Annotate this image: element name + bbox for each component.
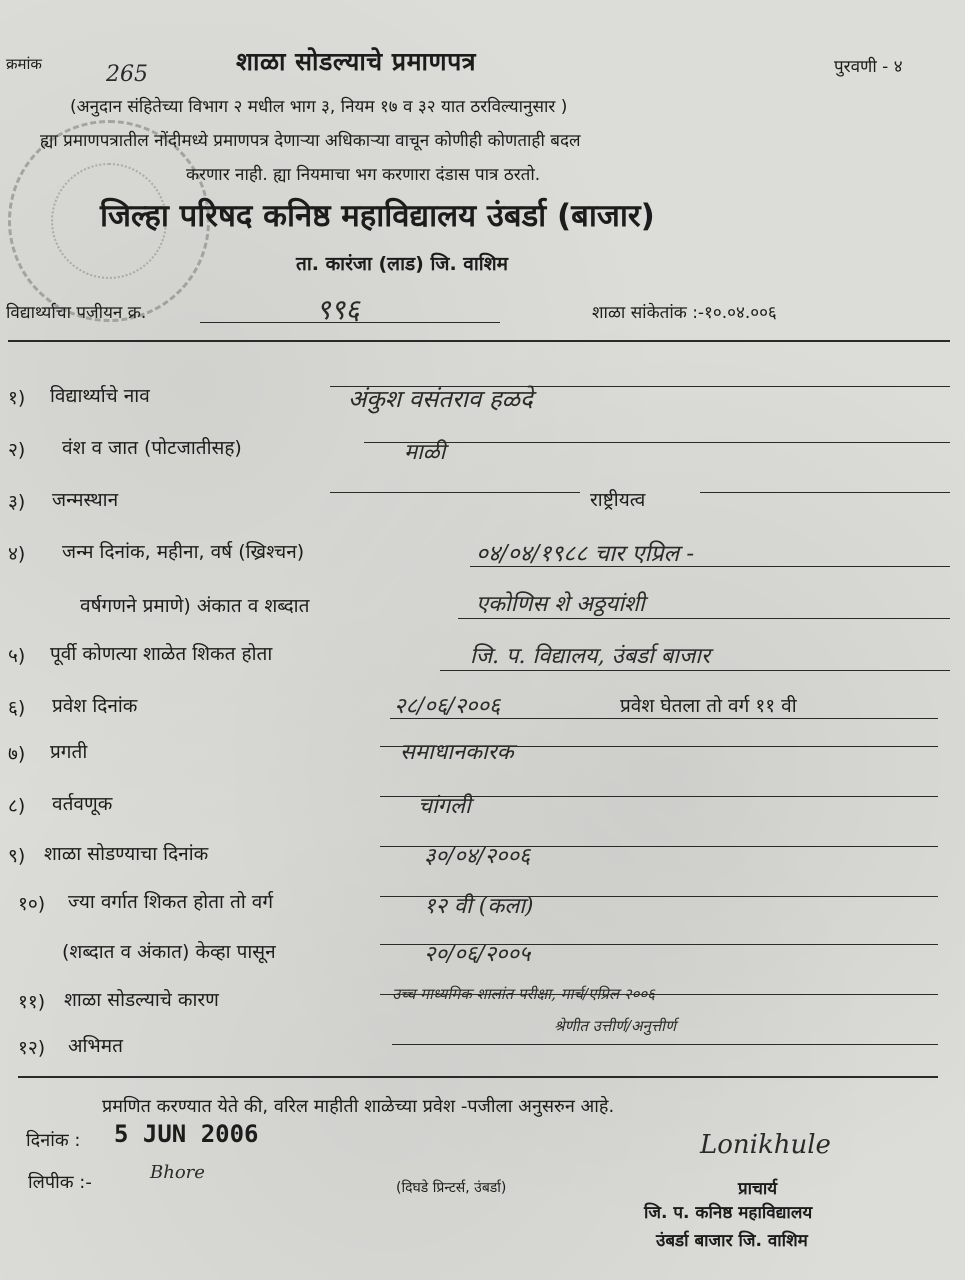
class-value: १२ वी (कला)	[424, 894, 534, 919]
field-number: १)	[8, 387, 26, 409]
printer-credit: (दिघडे प्रिन्टर्स, उंबर्डा)	[396, 1180, 507, 1196]
field-number: ५)	[8, 645, 26, 667]
leaving-reason-label: शाळा सोडल्याचे कारण	[64, 989, 219, 1011]
student-name-value: अंकुश वसंतराव हळदे	[348, 385, 533, 413]
school-name: जिल्हा परिषद कनिष्ठ महाविद्यालय उंबर्डा (बाजार)	[100, 198, 655, 234]
seal-line-1: जि. प. कनिष्ठ महाविद्यालय	[644, 1203, 813, 1223]
admission-class-label: प्रवेश घेतला तो वर्ग ११ वी	[620, 695, 797, 717]
document-title: शाळा सोडल्याचे प्रमाणपत्र	[236, 47, 477, 76]
clerk-signature: Bhore	[150, 1162, 205, 1183]
field-number: ७)	[8, 743, 26, 765]
class-since-value: २०/०६/२००५	[424, 942, 531, 967]
remarks-label: अभिमत	[68, 1035, 123, 1057]
field-underline	[330, 386, 950, 387]
dob-words-value: एकोणिस शे अठ्ठयांशी	[476, 592, 645, 617]
rule-reference: (अनुदान संहितेच्या विभाग २ मधील भाग ३, नियम १७ व ३२ यात ठरविल्यानुसार )	[70, 97, 568, 117]
admission-date-value: २८/०६/२००६	[394, 694, 501, 719]
class-label: ज्या वर्गात शिकत होता तो वर्ग	[68, 891, 274, 913]
warning-line-2: करणार नाही. ह्या नियमाचा भग करणारा दंडास पात्र ठरतो.	[186, 165, 541, 185]
principal-signature: Lonikhule	[700, 1130, 831, 1160]
registration-value: ९९६	[316, 293, 360, 326]
field-number: ८)	[8, 795, 26, 817]
caste-value: माळी	[404, 440, 446, 465]
field-underline	[470, 566, 950, 567]
admission-date-label: प्रवेश दिनांक	[52, 695, 138, 717]
conduct-value: चांगली	[418, 794, 471, 819]
field-number: ९)	[8, 845, 26, 867]
field-underline	[458, 618, 950, 619]
field-number: ११)	[18, 991, 46, 1013]
field-underline	[330, 492, 580, 493]
field-number: ६)	[8, 697, 26, 719]
field-underline	[380, 796, 938, 797]
seal-line-2: उंबर्डा बाजार जि. वाशिम	[656, 1231, 808, 1251]
field-number: १२)	[18, 1037, 46, 1059]
date-stamp: 5 JUN 2006	[114, 1120, 259, 1148]
conduct-label: वर्तवणूक	[52, 793, 113, 815]
leaving-result-value: श्रेणीत उत्तीर्ण/अनुत्तीर्ण	[554, 1017, 676, 1035]
leaving-date-label: शाळा सोडण्याचा दिनांक	[44, 843, 209, 865]
principal-title: प्राचार्य	[738, 1179, 778, 1199]
field-number: ४)	[8, 543, 26, 565]
school-location: ता. कारंजा (लाड) जि. वाशिम	[296, 253, 508, 275]
field-underline	[380, 846, 938, 847]
warning-line-1: ह्या प्रमाणपत्रातील नोंदीमध्ये प्रमाणपत्र देणाऱ्या अधिकाऱ्या वाचून कोणीही कोणताही बदल	[40, 131, 581, 151]
school-code: शाळा सांकेतांक :-१०.०४.००६	[592, 303, 777, 323]
field-number: ३)	[8, 491, 26, 513]
progress-value: समाधानकारक	[400, 740, 514, 765]
footer-divider	[18, 1076, 938, 1078]
nationality-label: राष्ट्रीयत्व	[590, 489, 646, 511]
field-underline	[380, 746, 938, 747]
leaving-date-value: ३०/०४/२००६	[424, 844, 531, 869]
field-underline	[364, 442, 950, 443]
birthplace-label: जन्मस्थान	[52, 489, 119, 511]
field-number: १०)	[18, 893, 46, 915]
class-since-label: (शब्दात व अंकात) केव्हा पासून	[62, 941, 276, 963]
header-divider	[8, 340, 950, 342]
dob-label: जन्म दिनांक, महीना, वर्ष (ख्रिश्चन)	[62, 541, 305, 563]
clerk-label: लिपीक :-	[28, 1172, 92, 1193]
field-underline	[380, 896, 938, 897]
field-underline	[380, 994, 938, 995]
serial-number: 265	[106, 62, 148, 87]
certification-text: प्रमणित करण्यात येते की, वरिल माहीती शाळेच्या प्रवेश -पजीला अनुसरुन आहे.	[102, 1096, 615, 1117]
serial-label: क्रमांक	[6, 55, 42, 73]
annex-label: पुरवणी - ४	[834, 57, 903, 77]
field-underline	[380, 944, 938, 945]
field-number: २)	[8, 439, 26, 461]
field-underline	[440, 670, 950, 671]
field-underline	[392, 1044, 938, 1045]
student-name-label: विद्यार्थ्याचे नाव	[50, 385, 150, 407]
field-underline	[390, 718, 938, 719]
registration-label: विद्यार्थ्याचा पजीयन क्र.	[6, 303, 147, 323]
leaving-reason-value: उच्च माध्यमिक शालांत परीक्षा, मार्च/एप्रिल २००६	[392, 985, 655, 1003]
previous-school-value: जि. प. विद्यालय, उंबर्डा बाजार	[470, 644, 711, 669]
progress-label: प्रगती	[50, 741, 88, 763]
dob-words-label: वर्षगणने प्रमाणे) अंकात व शब्दात	[80, 595, 310, 617]
dob-value: ०४/०४/१९८८ चार एप्रिल -	[476, 541, 695, 567]
date-label: दिनांक :	[26, 1130, 81, 1151]
field-underline	[700, 492, 950, 493]
caste-label: वंश व जात (पोटजातीसह)	[62, 437, 242, 459]
previous-school-label: पूर्वी कोणत्या शाळेत शिकत होता	[50, 643, 273, 665]
